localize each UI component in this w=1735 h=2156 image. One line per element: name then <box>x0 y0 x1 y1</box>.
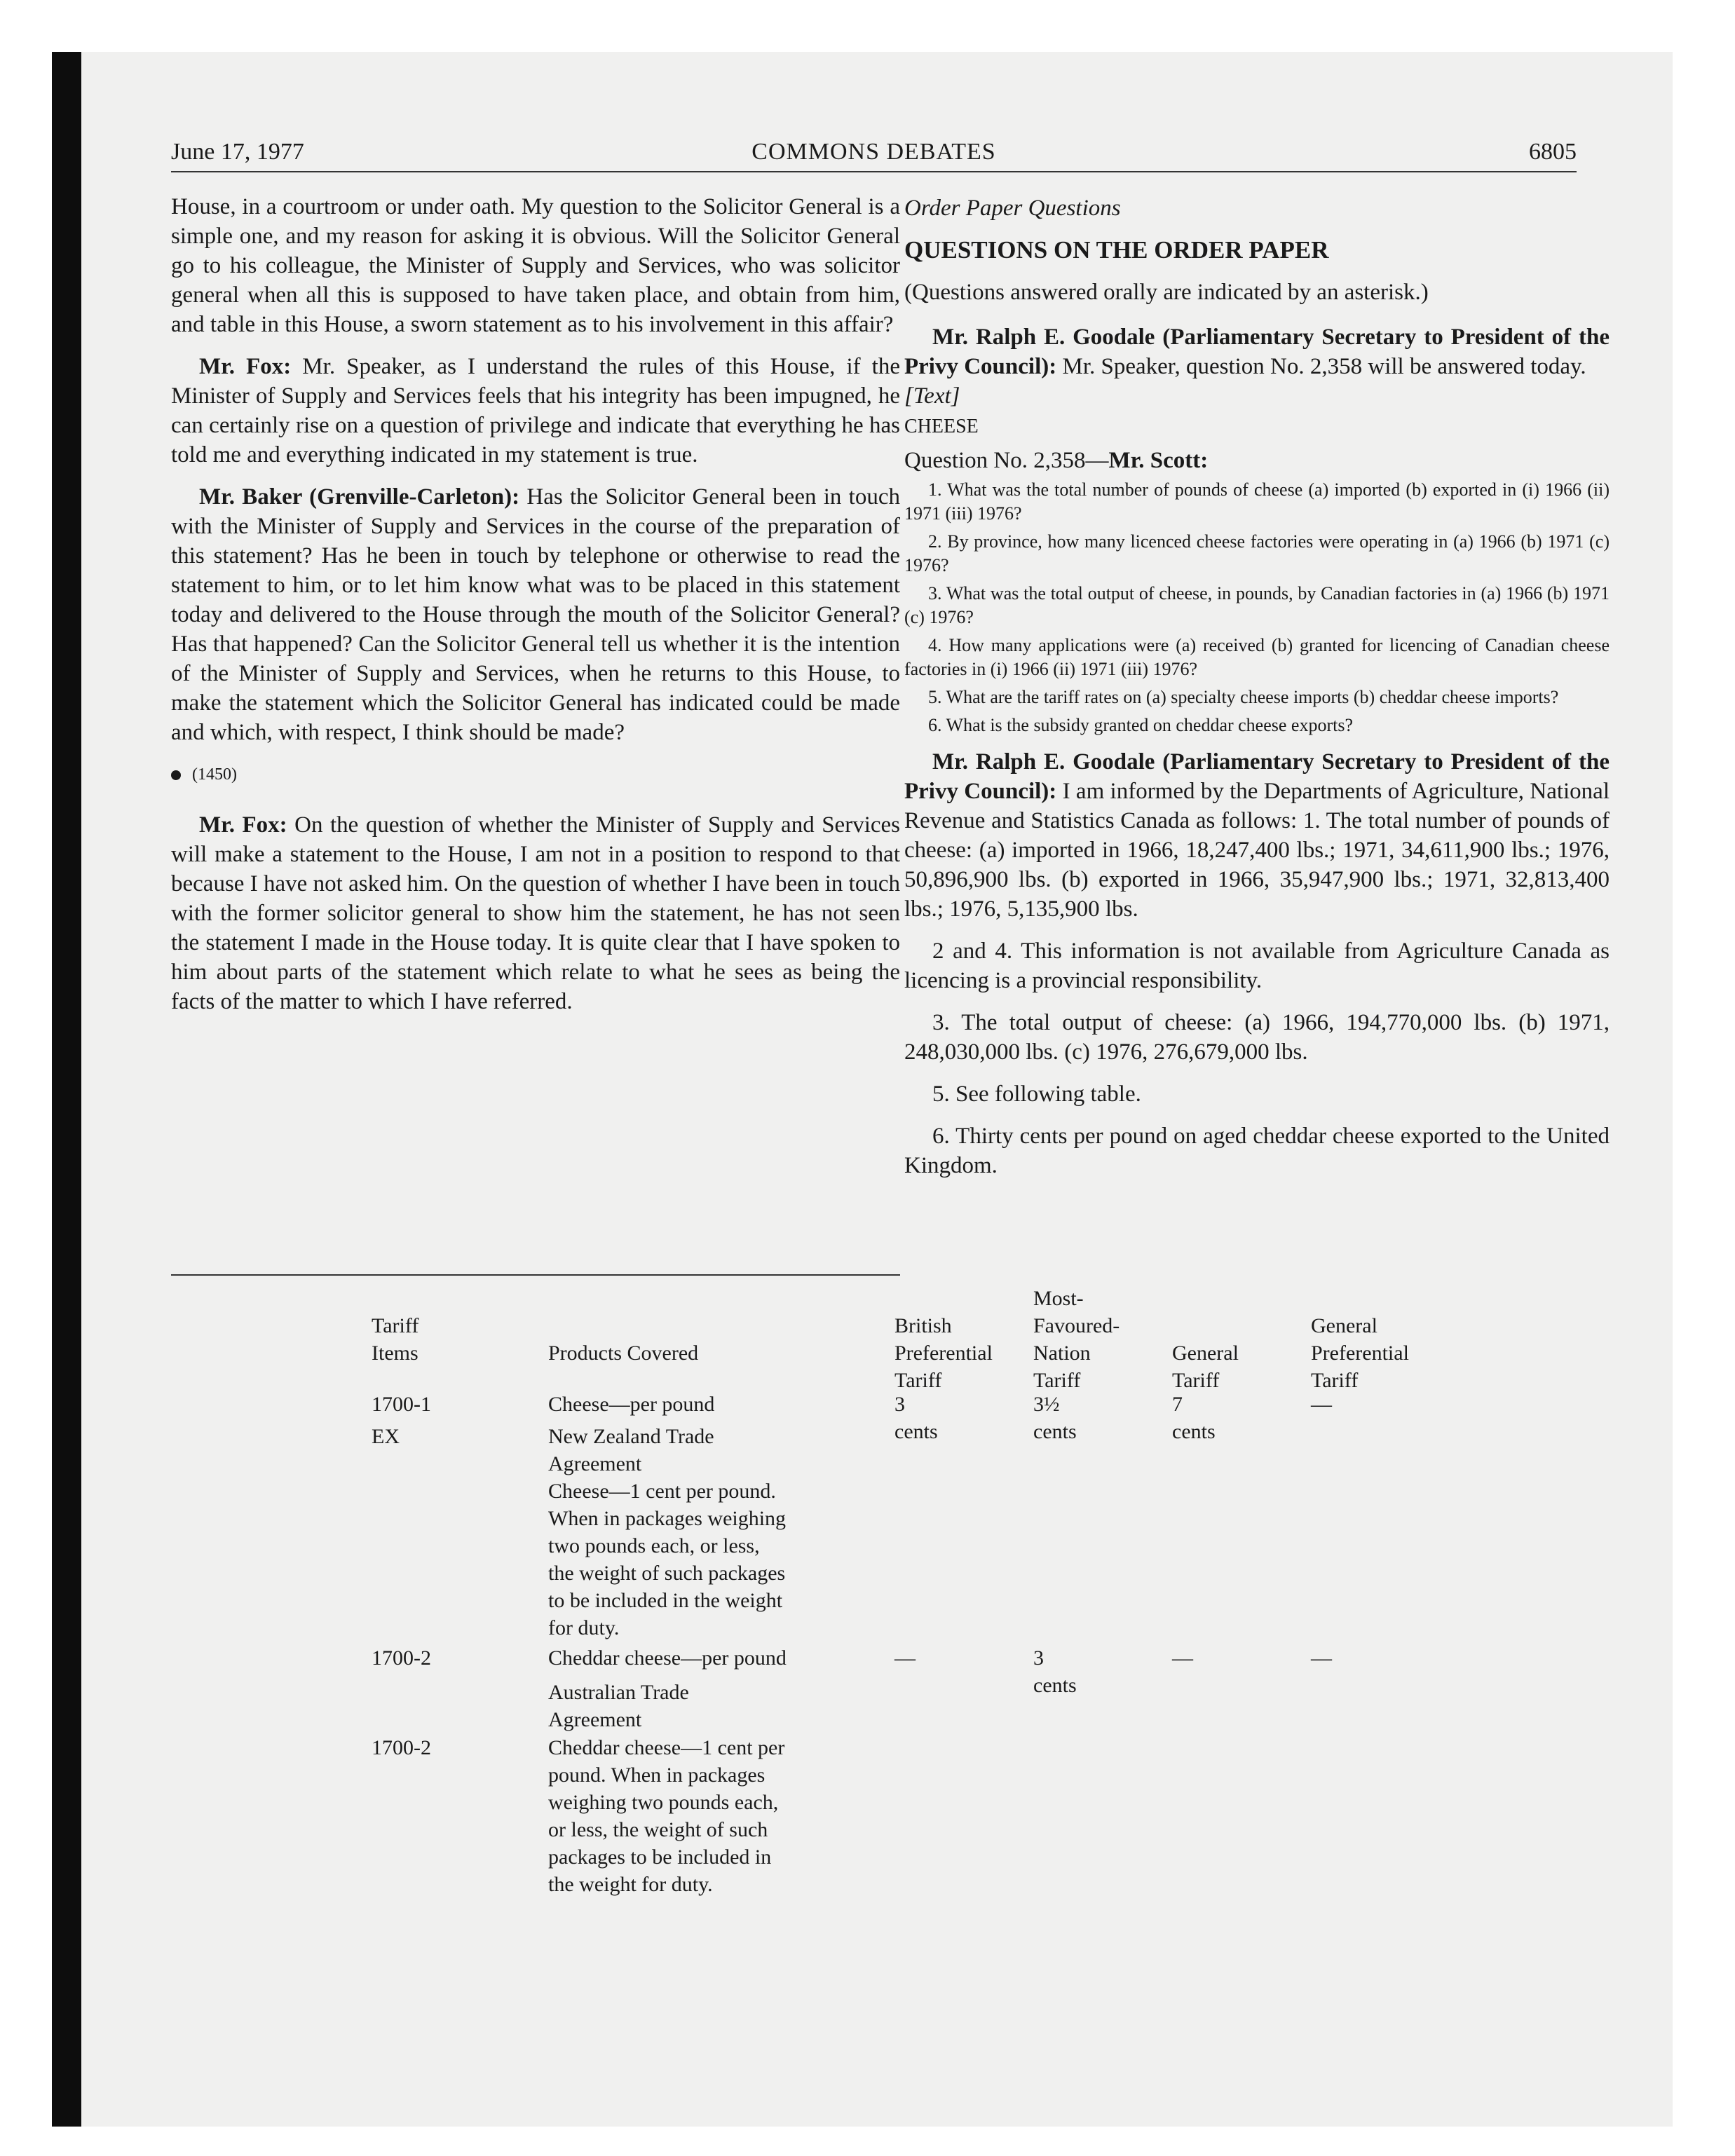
header-mfn-tariff <box>1033 1285 1173 1394</box>
column-rule <box>171 1274 900 1276</box>
header-general-preferential <box>1311 1312 1465 1394</box>
speaker-name: Mr. Fox: <box>199 354 292 379</box>
text-marker: [Text] <box>904 383 960 409</box>
header-page-number: 6805 <box>1529 139 1577 165</box>
question-item: 4. How many applications were (a) received (b) granted for licencing of Canadian cheese factories in (i) 1966 (ii) 1971 (iii) 1976? <box>904 635 1610 679</box>
header-line: Tariff <box>894 1369 942 1392</box>
speaker-name: Mr. Baker (Grenville-Carleton): <box>199 484 520 510</box>
paragraph-text: Has the Solicitor General been in touch with the Minister of Supply and Services in the course of the preparation of this statement? Has he been in touch by telephone or otherwise to read the statement to him, or to let him know what was to be placed in this statement today and delivered to the House through the mouth of the Solicitor General? Has that happened? Can the Solicitor General tell us whether it is the intention of the Minister of Supply and Services, when he returns to this House, to make the statement which the Solicitor General has indicated could be made and which, with respect, I think should be made? <box>171 484 900 745</box>
header-line: Nation <box>1033 1342 1091 1365</box>
header-tariff-items <box>372 1312 540 1367</box>
table-cell-item: 1700-2 <box>372 1736 431 1759</box>
product-line: the weight for duty. <box>548 1873 713 1896</box>
header-line: British <box>894 1314 952 1337</box>
paragraph-text: House, in a courtroom or under oath. My question to the Solicitor General is a simple one, and my reason for asking it is obvious. Will the Solicitor General go to his colleague, the Minister of Supply and Services, who was solicitor general when all this is supposed to have taken place, and obtain from him, and table in this House, a sworn statement as to his involvement in this affair? <box>171 194 900 337</box>
speaker-name: Mr. Fox: <box>199 812 287 838</box>
header-line: Tariff <box>1033 1369 1081 1392</box>
product-line: for duty. <box>548 1616 620 1639</box>
paragraph: 3. The total output of cheese: (a) 1966, 194,770,000 lbs. (b) 1971, 248,030,000 lbs. (c) 1976, 276,679,000 lbs. <box>904 1010 1610 1065</box>
section-label: Order Paper Questions <box>904 196 1121 221</box>
header-line: Tariff <box>1172 1369 1220 1392</box>
product-line: to be included in the weight <box>548 1589 783 1612</box>
product-line: Australian Trade <box>548 1681 689 1704</box>
header-line: Tariff <box>1311 1369 1359 1392</box>
table-cell-product: Cheddar cheese—per pound <box>548 1646 787 1670</box>
right-column <box>904 193 1610 1193</box>
paragraph-text: I am informed by the Departments of Agriculture, National Revenue and Statistics Canada as follows: 1. The total number of pounds of cheese: (a) imported in 1966, 18,247,400 lbs.; 1971, 34,611,900 lbs.; 1976, 50,896,900 lbs. (b) exported in 1966, 35,947,900 lbs.; 1971, 32,813,400 lbs.; 1976, 5,135,900 lbs. <box>904 779 1610 922</box>
question-item: 5. What are the tariff rates on (a) specialty cheese imports (b) cheddar cheese imports? <box>928 687 1559 707</box>
asterisk-note: (Questions answered orally are indicated by an asterisk.) <box>904 280 1429 305</box>
product-line: Agreement <box>548 1708 642 1731</box>
paragraph <box>171 810 900 1016</box>
header-british-preferential <box>894 1312 1035 1394</box>
header-line: Favoured- <box>1033 1314 1120 1337</box>
paragraph-text: Mr. Speaker, question No. 2,358 will be answered today. <box>1056 354 1586 379</box>
page-header <box>171 139 1577 172</box>
header-line: Items <box>372 1342 419 1365</box>
table-cell-product <box>548 1423 836 1642</box>
product-line: Agreement <box>548 1452 642 1475</box>
table-cell-mfn: 3½ cents <box>1033 1393 1077 1443</box>
product-line: New Zealand Trade <box>548 1425 714 1448</box>
table-cell-british: 3 cents <box>894 1393 938 1443</box>
table-cell-general: — <box>1172 1646 1193 1670</box>
question-number: Question No. 2,358— <box>904 448 1109 473</box>
product-line: packages to be included in <box>548 1845 772 1869</box>
table-cell-british: — <box>894 1646 916 1670</box>
question-item: 3. What was the total output of cheese, in pounds, by Canadian factories in (a) 1966 (b) 1971 (c) 1976? <box>904 583 1610 627</box>
question-heading <box>904 446 1610 475</box>
table-cell-item: EX <box>372 1425 400 1448</box>
bullet-icon <box>171 770 181 780</box>
product-line: or less, the weight of such <box>548 1818 768 1841</box>
header-products: Products Covered <box>548 1342 699 1365</box>
table-cell-product <box>548 1734 836 1898</box>
header-line: Preferential <box>1311 1342 1409 1365</box>
header-line: Most- <box>1033 1287 1084 1310</box>
paragraph-text: On the question of whether the Minister of Supply and Services will make a statement to the House, I am not in a position to respond to that because I have not asked him. On the question of whether I have been in touch with the former solicitor general to show him the statement, he has not seen the statement I made in the House today. It is quite clear that I have spoken to him about parts of the statement which relate to what he sees as being the facts of the matter to which I have referred. <box>171 812 900 1014</box>
product-line: Cheese—1 cent per pound. <box>548 1480 776 1503</box>
paragraph: 5. See following table. <box>932 1082 1141 1107</box>
table-cell-product <box>548 1679 836 1733</box>
paragraph-text: Mr. Speaker, as I understand the rules of this House, if the Minister of Supply and Services feels that his integrity has been impugned, he can certainly rise on a question of privilege and indicate that everything he has told me and everything indicated in my statement is true. <box>171 354 900 468</box>
header-title: COMMONS DEBATES <box>751 139 996 165</box>
question-member: Mr. Scott: <box>1108 448 1209 473</box>
question-item: 1. What was the total number of pounds of cheese (a) imported (b) exported in (i) 1966 (ii) 1971 (iii) 1976? <box>904 479 1610 524</box>
speaker-name: Mr. Ralph E. Goodale (Parliamentary Secretary to President of the Privy Council): <box>904 325 1610 379</box>
time-marker <box>171 760 900 789</box>
product-line: Cheddar cheese—1 cent per <box>548 1736 785 1759</box>
paragraph <box>171 482 900 747</box>
paragraph <box>904 322 1610 381</box>
header-date: June 17, 1977 <box>171 139 304 165</box>
table-cell-general-pref: — <box>1311 1393 1332 1416</box>
header-line: General <box>1311 1314 1377 1337</box>
paragraph: 2 and 4. This information is not available from Agriculture Canada as licencing is a provincial responsibility. <box>904 939 1610 993</box>
speaker-name: Mr. Ralph E. Goodale (Parliamentary Secretary to President of the Privy Council): <box>904 749 1610 804</box>
left-column <box>171 192 900 1029</box>
header-line: Tariff <box>372 1314 419 1337</box>
section-title: QUESTIONS ON THE ORDER PAPER <box>904 236 1329 264</box>
paragraph <box>171 192 900 339</box>
question-item: 2. By province, how many licenced cheese factories were operating in (a) 1966 (b) 1971 (c) 1976? <box>904 531 1610 575</box>
subject-heading: CHEESE <box>904 416 979 437</box>
header-line: General <box>1172 1342 1239 1365</box>
scan-edge <box>52 52 81 2127</box>
product-line: the weight of such packages <box>548 1562 786 1585</box>
header-general-tariff <box>1172 1339 1312 1394</box>
product-line: two pounds each, or less, <box>548 1534 760 1557</box>
paragraph <box>904 747 1610 924</box>
table-cell-item: 1700-2 <box>372 1646 431 1670</box>
paragraph <box>171 352 900 470</box>
product-line: pound. When in packages <box>548 1763 766 1787</box>
table-cell-mfn: 3 cents <box>1033 1646 1077 1697</box>
question-item: 6. What is the subsidy granted on cheddar cheese exports? <box>928 715 1353 735</box>
header-line: Preferential <box>894 1342 993 1365</box>
table-cell-general: 7 cents <box>1172 1393 1216 1443</box>
table-cell-product: Cheese—per pound <box>548 1393 715 1416</box>
table-cell-item: 1700-1 <box>372 1393 431 1416</box>
time-marker-text: (1450) <box>192 765 237 784</box>
table-cell-general-pref: — <box>1311 1646 1332 1670</box>
product-line: When in packages weighing <box>548 1507 787 1530</box>
product-line: weighing two pounds each, <box>548 1791 779 1814</box>
paragraph: 6. Thirty cents per pound on aged cheddar cheese exported to the United Kingdom. <box>904 1124 1610 1178</box>
